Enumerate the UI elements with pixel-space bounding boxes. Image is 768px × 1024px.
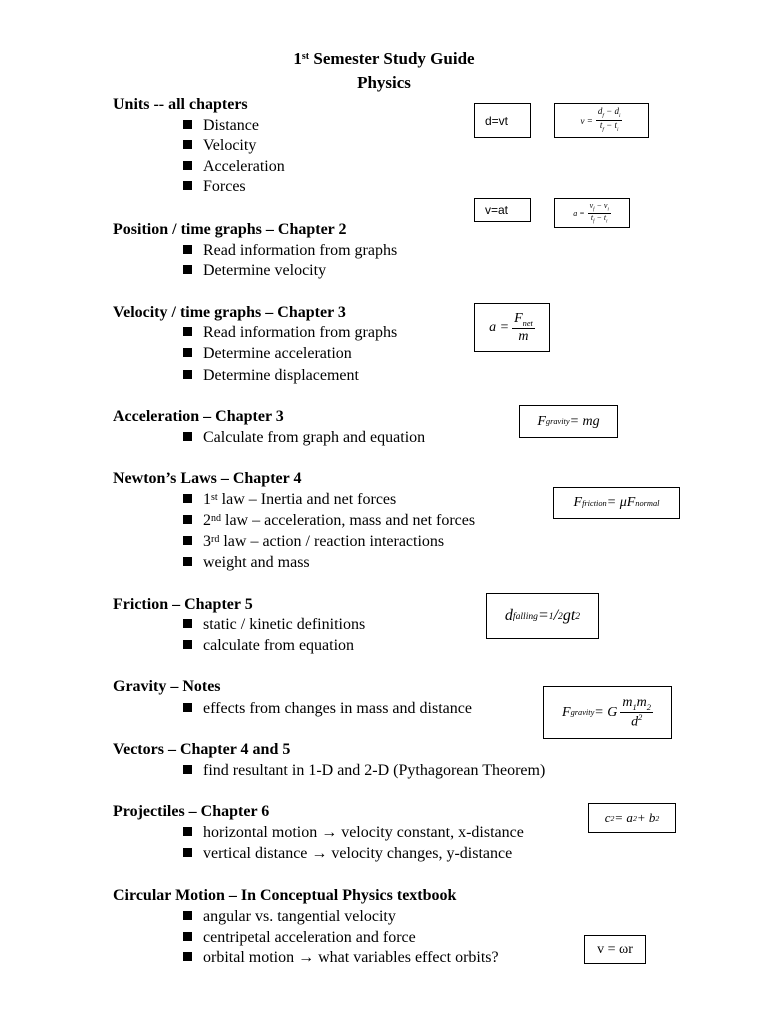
bullet-icon [183, 245, 192, 254]
bullet-icon [183, 952, 192, 961]
list-item: 1st law – Inertia and net forces [183, 490, 396, 510]
section-heading-vectors: Vectors – Chapter 4 and 5 [113, 741, 291, 758]
section-heading-acceleration: Acceleration – Chapter 3 [113, 408, 284, 425]
section-heading-projectiles: Projectiles – Chapter 6 [113, 803, 270, 820]
section-heading-velocity: Velocity / time graphs – Chapter 3 [113, 304, 346, 321]
bullet-icon [183, 640, 192, 649]
formula-box-universal-gravitation: F gravity = G $\frac{m_1m_2}{d^2}$ [543, 686, 672, 739]
list-item: find resultant in 1-D and 2-D (Pythagorean Theorem) [183, 761, 545, 781]
section-heading-units: Units -- all chapters [113, 96, 248, 113]
title-text: Semester Study Guide [309, 49, 475, 68]
page-subtitle: Physics [357, 73, 411, 92]
list-item: Calculate from graph and equation [183, 428, 425, 448]
section-heading-newton: Newton’s Laws – Chapter 4 [113, 470, 302, 487]
list-item: centripetal acceleration and force [183, 928, 416, 948]
list-item: 2nd law – acceleration, mass and net forces [183, 511, 475, 531]
list-item: calculate from equation [183, 636, 354, 656]
formula-box-tangential-velocity: v = ωr [584, 935, 646, 964]
bullet-icon [183, 703, 192, 712]
formula-box-friction: F friction = μF normal [553, 487, 680, 519]
section-heading-gravity: Gravity – Notes [113, 678, 221, 695]
list-item: Forces [183, 177, 246, 197]
list-item: effects from changes in mass and distance [183, 699, 472, 719]
bullet-icon [183, 140, 192, 149]
bullet-icon [183, 911, 192, 920]
formula-box-velocity: v=at [474, 198, 531, 222]
bullet-icon [183, 370, 192, 379]
formula-box-falling-distance: d falling = 1 / 2 gt 2 [486, 593, 599, 639]
bullet-icon [183, 327, 192, 336]
section-heading-circular-motion: Circular Motion – In Conceptual Physics textbook [113, 887, 457, 904]
formula-box-newton-second-law: a = $\frac{F_{net}}{m}$ [474, 303, 550, 352]
list-item: Determine displacement [183, 366, 359, 386]
list-item: 3rd law – action / reaction interactions [183, 532, 444, 552]
list-item: Distance [183, 116, 259, 136]
formula-box-distance: d=vt [474, 103, 531, 138]
bullet-icon [183, 827, 192, 836]
formula-box-average-velocity: v = $\frac{d_f - d_i}{t_f - t_i}$ [554, 103, 649, 138]
list-item: Velocity [183, 136, 256, 156]
list-item: static / kinetic definitions [183, 615, 365, 635]
formula-box-weight: F gravity = mg [519, 405, 618, 438]
bullet-icon [183, 120, 192, 129]
bullet-icon [183, 848, 192, 857]
list-item: Determine acceleration [183, 344, 352, 364]
section-heading-position: Position / time graphs – Chapter 2 [113, 221, 347, 238]
bullet-icon [183, 348, 192, 357]
bullet-icon [183, 932, 192, 941]
list-item: Read information from graphs [183, 241, 397, 261]
bullet-icon [183, 619, 192, 628]
list-item: Determine velocity [183, 261, 326, 281]
list-item: horizontal motion → velocity constant, x-distance [183, 823, 524, 843]
bullet-icon [183, 494, 192, 503]
list-item: vertical distance → velocity changes, y-distance [183, 844, 512, 864]
title-number: 1 [293, 49, 302, 68]
list-item: weight and mass [183, 553, 310, 573]
title-ordinal: st [301, 51, 310, 62]
formula-box-average-acceleration: a = $\frac{v_f - v_i}{t_f - t_i}$ [554, 198, 630, 228]
bullet-icon [183, 515, 192, 524]
bullet-icon [183, 161, 192, 170]
formula-box-pythagorean: c 2 = a 2 + b 2 [588, 803, 676, 833]
page-title [0, 48, 768, 70]
bullet-icon [183, 432, 192, 441]
section-heading-friction: Friction – Chapter 5 [113, 596, 253, 613]
bullet-icon [183, 181, 192, 190]
bullet-icon [183, 536, 192, 545]
bullet-icon [183, 557, 192, 566]
bullet-icon [183, 765, 192, 774]
bullet-icon [183, 265, 192, 274]
list-item: orbital motion → what variables effect orbits? [183, 948, 499, 968]
list-item: Acceleration [183, 157, 285, 177]
list-item: angular vs. tangential velocity [183, 907, 396, 927]
list-item: Read information from graphs [183, 323, 397, 343]
